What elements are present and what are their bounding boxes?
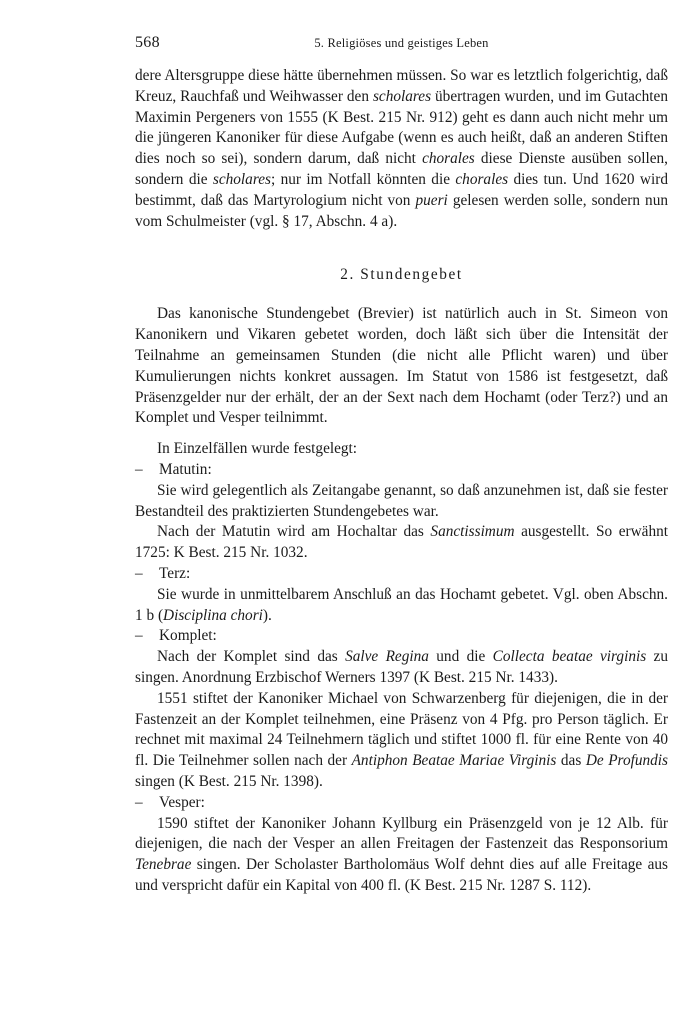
list-item-label: Matutin: xyxy=(159,460,212,478)
list-item-matutin xyxy=(135,460,668,481)
dash-bullet: – xyxy=(135,564,143,582)
list-item-label: Terz: xyxy=(159,564,191,582)
list-item-label: Komplet: xyxy=(159,627,217,645)
list-item-terz xyxy=(135,564,668,585)
dash-bullet: – xyxy=(135,627,143,645)
page-header xyxy=(135,34,668,54)
dash-bullet: – xyxy=(135,793,143,811)
intro-paragraph: dere Altersgruppe diese hätte übernehmen müssen. So war es letztlich folgerichtig, daß Kreuz, Rauchfaß und Weihwasser den scholares übertragen wurden, und im Gutachten Maximin Pergeners von 1555 (K Best. 215 Nr. 912) geht es dann auch nicht mehr um die jüngeren Kanoniker für diese Aufgabe (wenn es auch heißt, daß an anderen Stiften dies noch so sei), sondern darum, daß nicht chorales diese Dienste ausüben sollen, sondern die scholares; nur im Notfall könnten die chorales dies tun. Und 1620 wird bestimmt, daß das Martyrologium nicht von pueri gelesen werden solle, sondern nun vom Schulmeister (vgl. § 17, Abschn. 4 a). xyxy=(135,67,668,230)
terz-paragraph-1: Sie wurde in unmittelbarem Anschluß an das Hochamt gebetet. Vgl. oben Abschn. 1 b (Disciplina chori). xyxy=(135,585,668,624)
running-title: 5. Religiöses und geistiges Leben xyxy=(314,36,489,50)
matutin-paragraph-1: Sie wird gelegentlich als Zeitangabe genannt, so daß anzunehmen ist, daß sie fester Bestandteil des praktizierten Stundengebetes war. xyxy=(135,481,668,520)
dash-bullet: – xyxy=(135,460,143,478)
komplet-paragraph-1: Nach der Komplet sind das Salve Regina und die Collecta beatae virginis zu singen. Anordnung Erzbischof Werners 1397 (K Best. 215 Nr. 1433). xyxy=(135,648,668,686)
list-item-komplet xyxy=(135,626,668,647)
section-paragraph-2: In Einzelfällen wurde festgelegt: xyxy=(157,440,358,458)
section-paragraph-1: Das kanonische Stundengebet (Brevier) ist natürlich auch in St. Simeon von Kanonikern und Vikaren gebetet worden, doch läßt sich über die Intensität der Teilnahme an gemeinsamen Stunden (die nicht alle Pflicht waren) und über Kumulierungen nichts konkret aussagen. Im Statut von 1586 ist festgesetzt, daß Präsenzgelder nur der erhält, der an der Sext nach dem Hochamt (oder Terz?) und an Komplet und Vesper teilnimmt. xyxy=(135,305,668,427)
section-heading: 2. Stundengebet xyxy=(340,266,463,284)
list-item-vesper xyxy=(135,793,668,814)
komplet-paragraph-2: 1551 stiftet der Kanoniker Michael von Schwarzenberg für diejenigen, die in der Fastenzeit an der Komplet teilnehmen, eine Präsenz von 4 Pfg. pro Person täglich. Er rechnet mit maximal 24 Teilnehmern täglich und stiftet 1000 fl. für eine Rente von 40 fl. Die Teilnehmer sollen nach der Antiphon Beatae Mariae Virginis das De Profundis singen (K Best. 215 Nr. 1398). xyxy=(135,689,668,790)
page-number: 568 xyxy=(135,34,160,51)
matutin-paragraph-2: Nach der Matutin wird am Hochaltar das Sanctissimum ausgestellt. So erwähnt 1725: K Best. 215 Nr. 1032. xyxy=(135,523,668,562)
book-page xyxy=(135,34,668,897)
list-item-label: Vesper: xyxy=(159,793,205,811)
vesper-paragraph-1: 1590 stiftet der Kanoniker Johann Kyllburg ein Präsenzgeld von je 12 Alb. für diejenigen, die nach der Vesper an allen Freitagen der Fastenzeit das Responsorium Tenebrae singen. Der Scholaster Bartholomäus Wolf dehnt dies auf alle Freitage aus und verspricht dafür ein Kapital von 400 fl. (K Best. 215 Nr. 1287 S. 112). xyxy=(135,814,668,894)
